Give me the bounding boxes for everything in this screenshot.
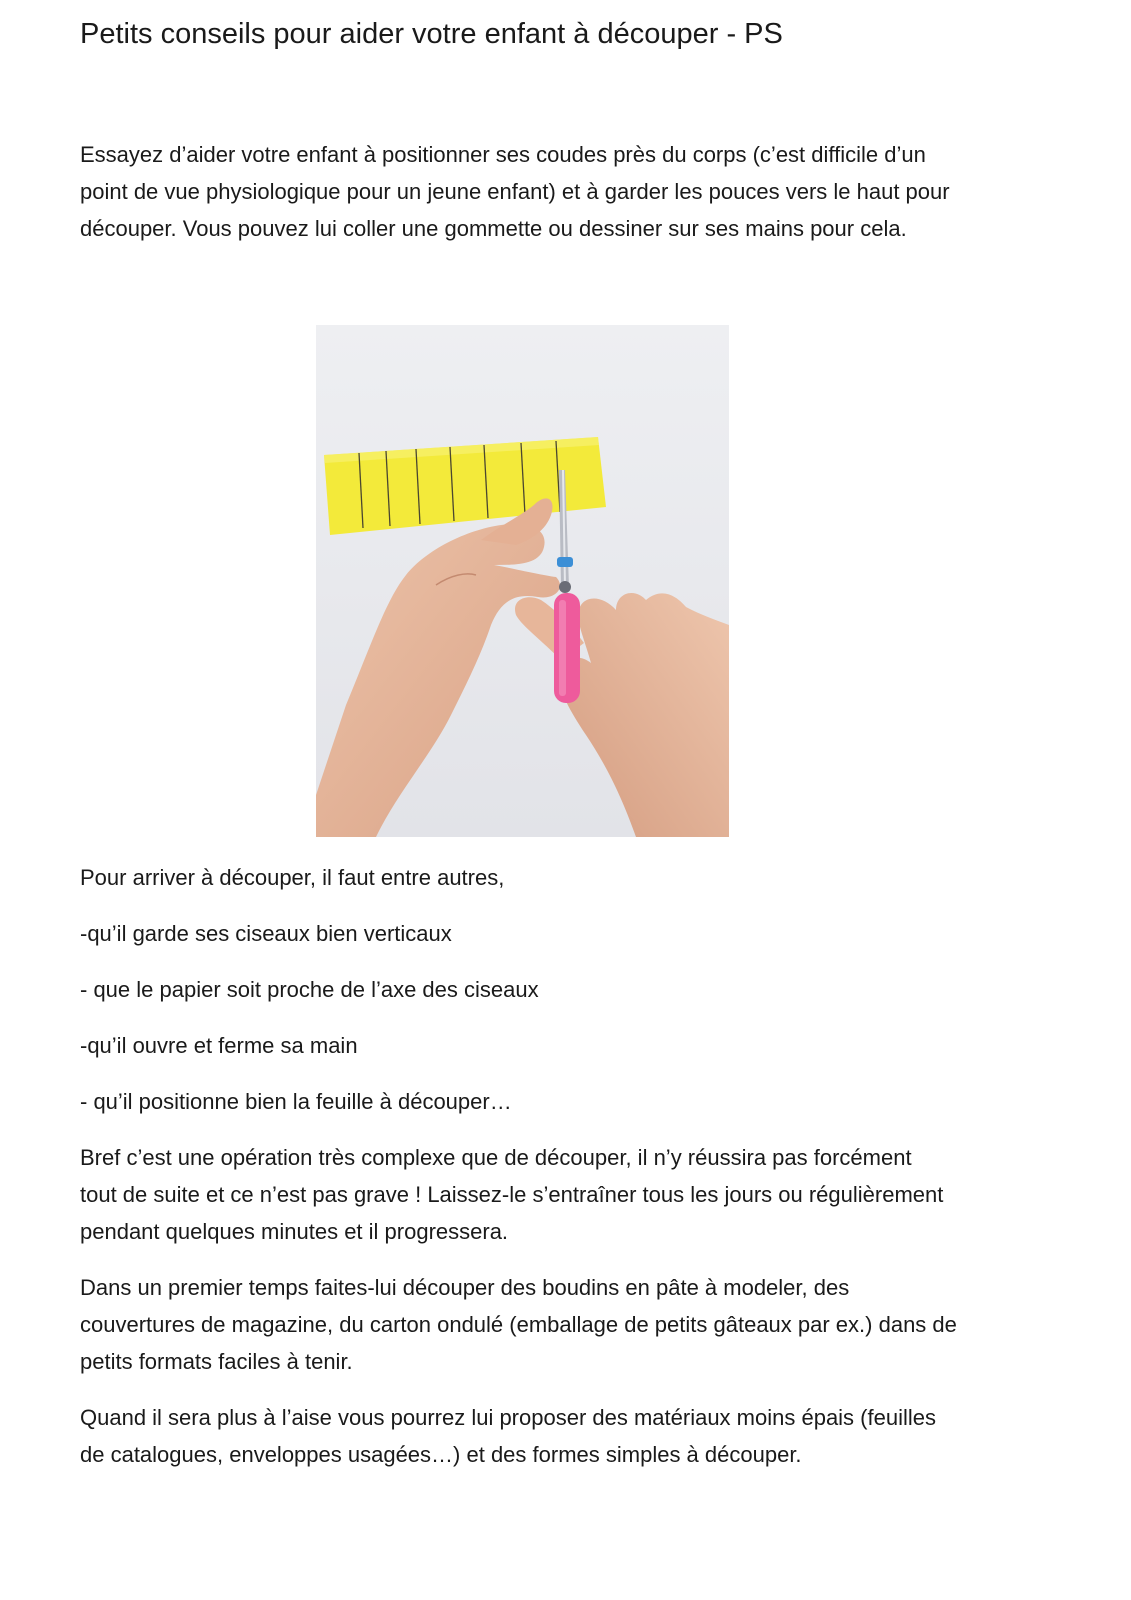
complexity-line: tout de suite et ce n’est pas grave ! Laissez-le s’entraîner tous les jours ou régulièrement — [80, 1182, 944, 1207]
next-steps-line: Quand il sera plus à l’aise vous pourrez lui proposer des matériaux moins épais (feuilles — [80, 1405, 936, 1430]
intro-paragraph — [80, 136, 1055, 247]
requirement-item: - que le papier soit proche de l’axe des ciseaux — [80, 977, 539, 1002]
complexity-line: Bref c’est une opération très complexe que de découper, il n’y réussira pas forcément — [80, 1145, 912, 1170]
first-steps-line: Dans un premier temps faites-lui découper des boudins en pâte à modeler, des — [80, 1275, 850, 1300]
requirement-item: - qu’il positionne bien la feuille à découper… — [80, 1089, 512, 1114]
next-steps-paragraph — [80, 1399, 1055, 1473]
intro-line: point de vue physiologique pour un jeune enfant) et à garder les pouces vers le haut pour — [80, 179, 950, 204]
first-steps-paragraph — [80, 1269, 1055, 1380]
next-steps-line: de catalogues, enveloppes usagées…) et des formes simples à découper. — [80, 1442, 802, 1467]
page-title: Petits conseils pour aider votre enfant à découper - PS — [80, 18, 783, 50]
intro-line: Essayez d’aider votre enfant à positionner ses coudes près du corps (c’est difficile d’un — [80, 142, 926, 167]
hands-cutting-paper-photo — [316, 325, 729, 837]
complexity-line: pendant quelques minutes et il progressera. — [80, 1219, 509, 1244]
complexity-paragraph — [80, 1139, 1055, 1250]
requirements-intro: Pour arriver à découper, il faut entre autres, — [80, 865, 505, 890]
requirement-item: -qu’il garde ses ciseaux bien verticaux — [80, 921, 452, 946]
requirement-item: -qu’il ouvre et ferme sa main — [80, 1033, 358, 1058]
first-steps-line: couvertures de magazine, du carton ondulé (emballage de petits gâteaux par ex.) dans de — [80, 1312, 957, 1337]
intro-line: découper. Vous pouvez lui coller une gommette ou dessiner sur ses mains pour cela. — [80, 216, 907, 241]
first-steps-line: petits formats faciles à tenir. — [80, 1349, 353, 1374]
